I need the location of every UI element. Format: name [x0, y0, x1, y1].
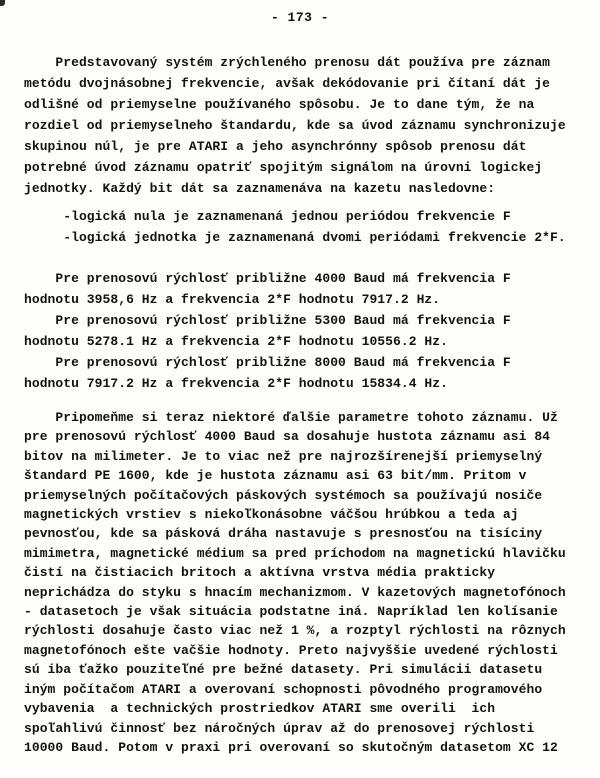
text-line: potrebné úvod záznamu opatriť spojitým signálom na úrovni logickej: [24, 160, 543, 175]
paragraph-baud-rates: [24, 268, 590, 394]
text-line: spoľahlivú činnosť bez náročných úprav až do prenosovej rýchlosti: [24, 720, 535, 736]
text-line: Pre prenosovú rýchlosť približne 8000 Baud má frekvencia F: [24, 355, 511, 370]
list-item: -logická jednotka je zaznamenaná dvomi periódami frekvencie 2*F.: [24, 230, 566, 245]
text-line: skupinou núl, je pre ATARI a jeho asynchrónny spôsob prenosu dát: [24, 139, 527, 154]
text-line: mimimetra, magnetické médium sa pred príchodom na magnetickú hlavičku: [24, 545, 566, 561]
text-line: pre prenosovú rýchlosť 4000 Baud sa dosahuje hustota záznamu asi 84: [24, 429, 551, 445]
text-line: odlišné od priemyselne používaného spôsobu. Je to dane tým, že na: [24, 97, 535, 112]
text-line: sú iba ťažko pouziteľné pre bežné datasety. Pri simulácii datasetu: [24, 662, 543, 678]
page-number: - 173 -: [270, 10, 330, 25]
text-line: magnetických vrstiev s niekoľkonásobne váčšou hrúbkou a teda aj: [24, 507, 519, 523]
text-line: - datasetoch je však situácia podstatne iná. Napríklad len kolísanie: [24, 604, 558, 620]
text-line: bitov na milimeter. Je to viac než pre najrozšírenejší priemyselný: [24, 448, 543, 464]
paragraph-intro: [24, 52, 590, 199]
text-line: iným počítačom ATARI a overovaní schopnosti pôvodného programového: [24, 681, 543, 697]
text-line: vybavenia a technických prostriedkov ATARI sme overili ich: [24, 701, 496, 717]
text-line: hodnotu 3958,6 Hz a frekvencia 2*F hodnotu 7917.2 Hz.: [24, 292, 441, 307]
list-bit-encoding: [24, 206, 590, 248]
text-line: Pripomeňme si teraz niektoré ďalšie parametre tohoto záznamu. Už: [24, 410, 558, 425]
text-line: jednotky. Každý bit dát sa zaznamenáva na kazetu nasledovne:: [24, 181, 496, 196]
text-line: rozdiel od priemyselneho štandardu, kde sa úvod záznamu synchronizuje: [24, 118, 566, 133]
text-line: hodnotu 5278.1 Hz a frekvencia 2*F hodnotu 10556.2 Hz.: [24, 334, 448, 349]
text-line: čistí na čistiacich britoch a aktívna vrstva média prakticky: [24, 565, 496, 581]
text-line: magnetofónoch ešte vačšie hodnoty. Preto najvyššie uvedené rýchlosti: [24, 642, 558, 658]
text-line: Predstavovaný systém zrýchleného prenosu dát používa pre záznam: [24, 55, 551, 70]
text-line: hodnotu 7917.2 Hz a frekvencia 2*F hodnotu 15834.4 Hz.: [24, 376, 448, 391]
text-line: pevnosťou, kde sa pásková dráha nastavuje s presnosťou na tisíciny: [24, 526, 543, 542]
text-line: Pre prenosovú rýchlosť približne 4000 Baud má frekvencia F: [24, 271, 511, 286]
text-line: metódu dvojnásobnej frekvencie, avšak dekódovanie pri čítaní dát je: [24, 76, 551, 91]
text-line: Pre prenosovú rýchlosť približne 5300 Baud má frekvencia F: [24, 313, 511, 328]
text-line: priemyselných počítačových páskových systémoch sa používajú nosiče: [24, 487, 543, 503]
list-item: -logická nula je zaznamenaná jednou periódou frekvencie F: [24, 209, 511, 224]
text-line: 10000 Baud. Potom v praxi pri overovaní so skutočným datasetom XC 12: [24, 739, 558, 755]
paragraph-parameters: [24, 408, 590, 757]
text-line: štandard PE 1600, kde je hustota záznamu asi 63 bit/mm. Pritom v: [24, 468, 527, 484]
scan-artifact: [0, 0, 5, 6]
text-line: neprichádza do styku s hnacím mechanizmom. V kazetových magnetofónoch: [24, 584, 566, 600]
text-line: rýchlosti dosahuje často viac než 1 %, a rozptyl rýchlosti na rôznych: [24, 623, 566, 639]
